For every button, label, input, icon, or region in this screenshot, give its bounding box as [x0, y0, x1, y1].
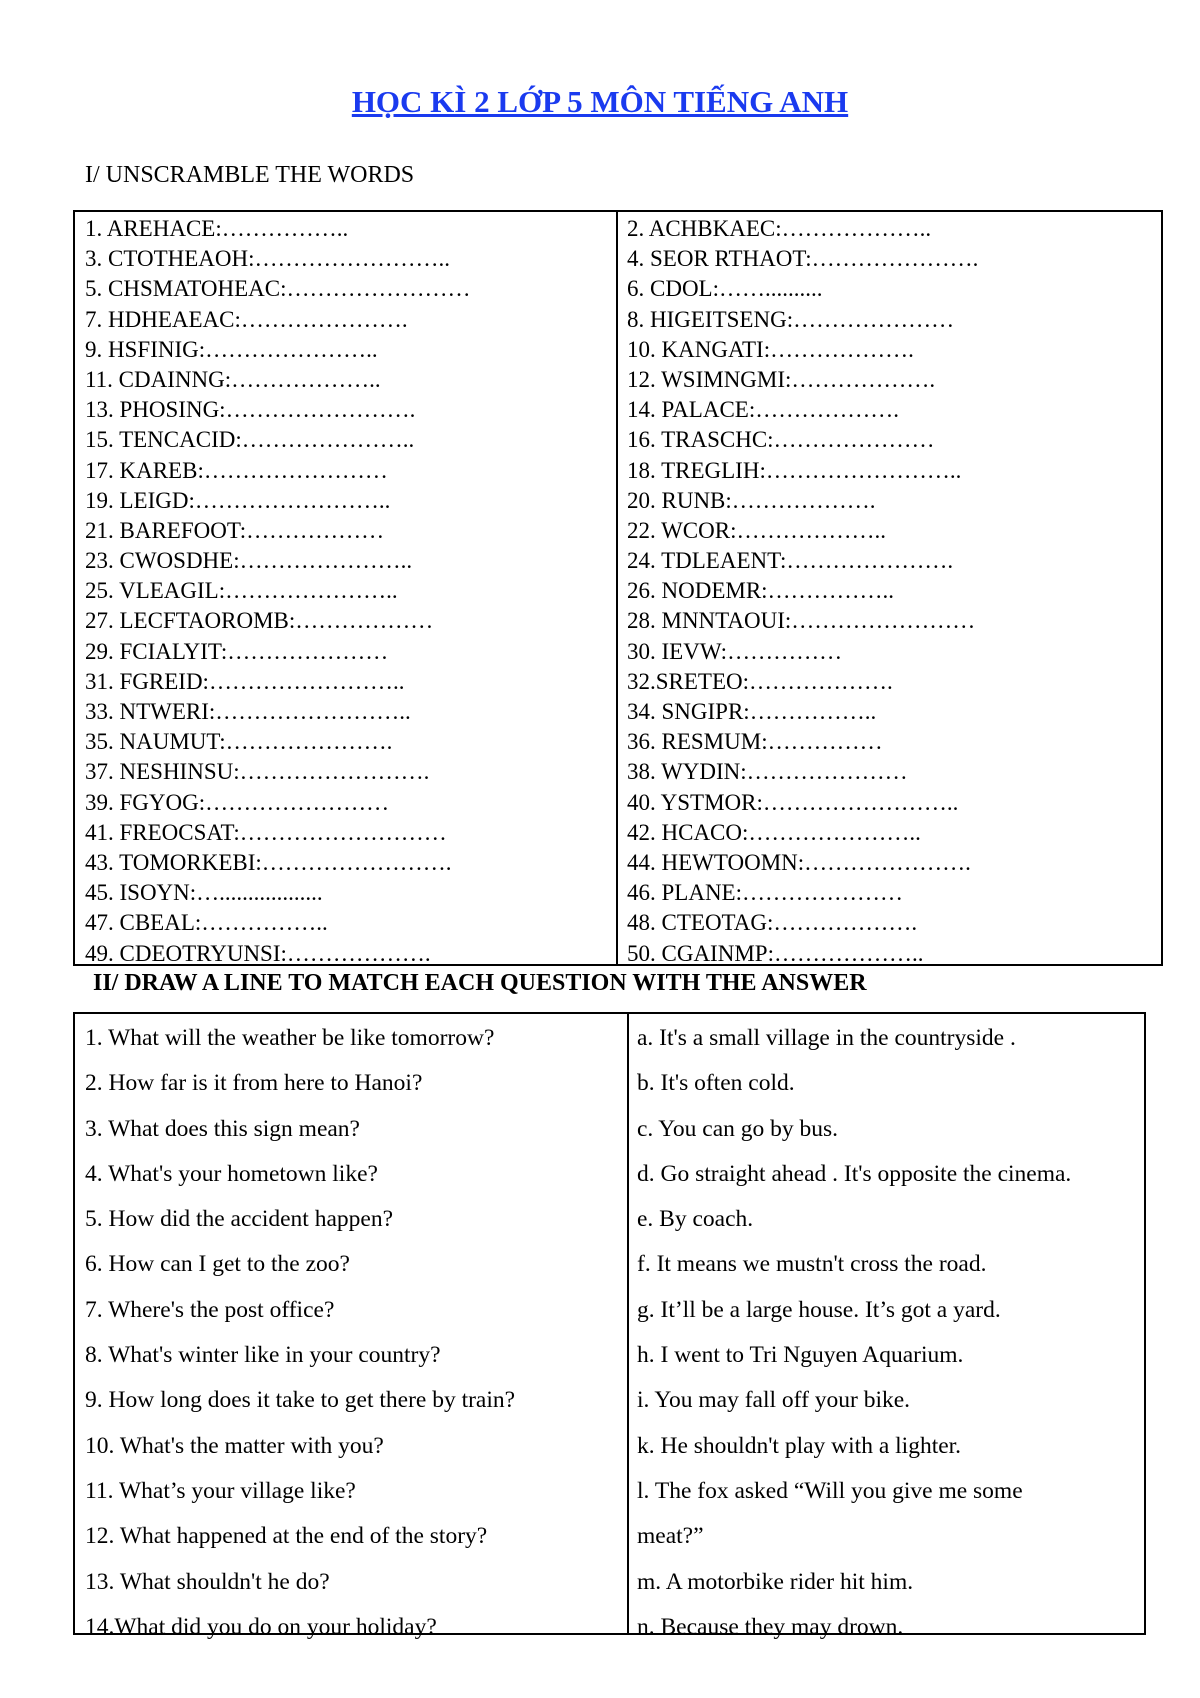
- unscramble-item: 45. ISOYN:…..................: [85, 880, 323, 906]
- question-item: 3. What does this sign mean?: [85, 1115, 360, 1142]
- unscramble-item: 17. KAREB:……………………: [85, 457, 388, 483]
- unscramble-item: 19. LEIGD:……………………..: [85, 487, 391, 513]
- unscramble-item: 28. MNNTAOUI:……………………: [627, 608, 976, 634]
- unscramble-item: 49. CDEOTRYUNSI:……………….: [85, 940, 431, 966]
- unscramble-item: 41. FREOCSAT:………………………: [85, 819, 447, 845]
- unscramble-item: 32.SRETEO:……………….: [627, 668, 893, 694]
- unscramble-item: 21. BAREFOOT:………………: [85, 517, 385, 543]
- unscramble-item: 3. CTOTHEAOH:……………………..: [85, 246, 451, 272]
- answer-item: f. It means we mustn't cross the road.: [637, 1251, 987, 1278]
- unscramble-item: 50. CGAINMP:………………..: [627, 940, 924, 966]
- answer-item: d. Go straight ahead . It's opposite the cinema.: [637, 1160, 1072, 1187]
- unscramble-item: 5. CHSMATOHEAC:……………………: [85, 276, 471, 302]
- unscramble-item: 22. WCOR:………………..: [627, 517, 886, 543]
- unscramble-item: 26. NODEMR:……………..: [627, 578, 895, 604]
- unscramble-item: 40. YSTMOR:……………………..: [627, 789, 959, 815]
- answer-item: meat?”: [637, 1523, 704, 1550]
- question-item: 1. What will the weather be like tomorrow?: [85, 1025, 495, 1051]
- unscramble-item: 36. RESMUM:……………: [627, 729, 883, 755]
- question-item: 7. Where's the post office?: [85, 1296, 335, 1323]
- unscramble-item: 10. KANGATI:……………….: [627, 336, 914, 362]
- unscramble-item: 39. FGYOG:……………………: [85, 789, 390, 815]
- question-item: 11. What’s your village like?: [85, 1477, 356, 1504]
- questions-column: [85, 1016, 515, 1650]
- answer-item: b. It's often cold.: [637, 1070, 795, 1097]
- unscramble-item: 2. ACHBKAEC:………………..: [627, 216, 932, 241]
- unscramble-item: 46. PLANE:…………………: [627, 880, 903, 906]
- unscramble-item: 13. PHOSING:…………………….: [85, 397, 416, 423]
- answers-column: [637, 1016, 1071, 1650]
- question-item: 8. What's winter like in your country?: [85, 1342, 441, 1369]
- unscramble-item: 18. TREGLIH:……………………..: [627, 457, 962, 483]
- unscramble-right-column: [627, 214, 978, 969]
- unscramble-item: 29. FCIALYIT:…………………: [85, 638, 389, 664]
- unscramble-item: 4. SEOR RTHAOT:………………….: [627, 246, 979, 272]
- question-item: 6. How can I get to the zoo?: [85, 1251, 350, 1278]
- answer-item: m. A motorbike rider hit him.: [637, 1568, 914, 1595]
- question-item: 14.What did you do on your holiday?: [85, 1613, 437, 1640]
- question-item: 4. What's your hometown like?: [85, 1160, 378, 1187]
- table-divider: [627, 1014, 629, 1633]
- matching-table: [73, 1012, 1146, 1640]
- question-item: 5. How did the accident happen?: [85, 1206, 394, 1233]
- question-item: 10. What's the matter with you?: [85, 1432, 384, 1459]
- unscramble-item: 20. RUNB:……………….: [627, 487, 876, 513]
- unscramble-item: 30. IEVW:……………: [627, 638, 843, 664]
- answer-item: a. It's a small village in the countryside .: [637, 1025, 1016, 1051]
- unscramble-item: 43. TOMORKEBI:…………………….: [85, 849, 452, 875]
- table-divider: [616, 212, 618, 964]
- unscramble-item: 37. NESHINSU:…………………….: [85, 759, 430, 785]
- unscramble-item: 38. WYDIN:…………………: [627, 759, 908, 785]
- unscramble-item: 25. VLEAGIL:…………………..: [85, 578, 398, 604]
- unscramble-item: 11. CDAINNG:………………..: [85, 366, 381, 392]
- unscramble-item: 7. HDHEAEAC:………………….: [85, 306, 408, 332]
- question-item: 13. What shouldn't he do?: [85, 1568, 330, 1595]
- unscramble-item: 12. WSIMNGMI:……………….: [627, 366, 936, 392]
- answer-item: i. You may fall off your bike.: [637, 1387, 911, 1414]
- unscramble-item: 9. HSFINIG:…………………..: [85, 336, 378, 362]
- answer-item: g. It’ll be a large house. It’s got a yard.: [637, 1296, 1001, 1323]
- answer-item: c. You can go by bus.: [637, 1115, 839, 1142]
- unscramble-item: 34. SNGIPR:……………..: [627, 699, 877, 724]
- unscramble-item: 16. TRASCHC:…………………: [627, 427, 935, 453]
- unscramble-item: 14. PALACE:……………….: [627, 397, 899, 423]
- answer-item: e. By coach.: [637, 1206, 754, 1233]
- unscramble-item: 33. NTWERI:……………………..: [85, 699, 411, 724]
- question-item: 9. How long does it take to get there by train?: [85, 1387, 516, 1414]
- answer-item: l. The fox asked “Will you give me some: [637, 1477, 1023, 1504]
- page-title: HỌC KÌ 2 LỚP 5 MÔN TIẾNG ANH: [351, 84, 849, 119]
- unscramble-item: 35. NAUMUT:………………….: [85, 729, 393, 755]
- answer-item: h. I went to Tri Nguyen Aquarium.: [637, 1342, 964, 1369]
- unscramble-item: 24. TDLEAENT:………………….: [627, 548, 954, 574]
- unscramble-left-column: [85, 214, 471, 969]
- unscramble-item: 1. AREHACE:……………..: [85, 216, 349, 241]
- unscramble-item: 6. CDOL:……..........: [627, 276, 823, 302]
- answer-item: n. Because they may drown.: [637, 1613, 904, 1640]
- section-1-heading: I/ UNSCRAMBLE THE WORDS: [85, 162, 415, 188]
- unscramble-item: 44. HEWTOOMN:………………….: [627, 849, 971, 875]
- answer-item: k. He shouldn't play with a lighter.: [637, 1432, 962, 1459]
- unscramble-item: 31. FGREID:……………………..: [85, 668, 405, 694]
- unscramble-item: 27. LECFTAOROMB:………………: [85, 608, 434, 634]
- unscramble-item: 8. HIGEITSENG:…………………: [627, 306, 955, 332]
- section-2-heading: II/ DRAW A LINE TO MATCH EACH QUESTION WITH THE ANSWER: [93, 970, 867, 996]
- unscramble-item: 42. HCACO:…………………..: [627, 819, 921, 845]
- unscramble-item: 23. CWOSDHE:…………………..: [85, 548, 413, 574]
- unscramble-table: [73, 210, 1163, 966]
- question-item: 12. What happened at the end of the story?: [85, 1523, 488, 1550]
- question-item: 2. How far is it from here to Hanoi?: [85, 1070, 423, 1097]
- unscramble-item: 47. CBEAL:……………..: [85, 910, 328, 936]
- unscramble-item: 15. TENCACID:…………………..: [85, 427, 415, 453]
- unscramble-item: 48. CTEOTAG:……………….: [627, 910, 918, 936]
